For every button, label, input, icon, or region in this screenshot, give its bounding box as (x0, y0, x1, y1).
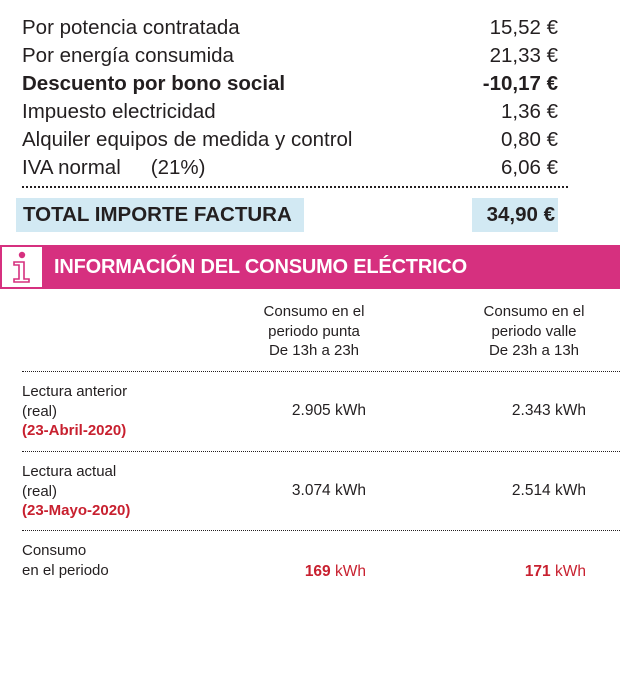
value-anterior-punta: 2.905 kWh (291, 402, 366, 419)
charge-row-energia (22, 42, 558, 70)
charge-label: Por energía consumida (22, 44, 234, 67)
column-header-punta: Consumo en el periodo punta De 13h a 23h (263, 303, 365, 359)
charge-row-iva (22, 154, 558, 182)
charge-amount: 1,36 € (501, 100, 558, 123)
section-title: INFORMACIÓN DEL CONSUMO ELÉCTRICO (54, 256, 468, 278)
charge-amount: 6,06 € (501, 156, 558, 179)
column-header-valle: Consumo en el periodo valle De 23h a 13h (483, 303, 585, 359)
charge-row-bono-social (22, 70, 558, 98)
charge-row-impuesto (22, 98, 558, 126)
total-label: TOTAL IMPORTE FACTURA (16, 198, 304, 232)
charges-divider (22, 186, 568, 188)
value-anterior-valle: 2.343 kWh (511, 402, 586, 419)
value-consumo-valle (486, 563, 586, 581)
row-label-lectura-actual: Lectura actual (real) (23-Mayo-2020) (22, 463, 131, 519)
row-label-lectura-anterior: Lectura anterior (real) (23-Abril-2020) (22, 383, 128, 439)
consumo-unit: kWh (335, 563, 366, 580)
consumo-unit: kWh (555, 563, 586, 580)
consumo-valle-number: 171 (524, 563, 551, 580)
charge-label: Impuesto electricidad (22, 100, 216, 123)
table-divider (22, 530, 620, 531)
consumo-punta-number: 169 (304, 563, 331, 580)
charge-amount: -10,17 € (482, 72, 558, 95)
info-icon (0, 245, 44, 289)
charge-amount: 21,33 € (489, 44, 558, 67)
charge-row-alquiler (22, 126, 558, 154)
reading-date: (23-Abril-2020) (22, 422, 127, 439)
section-banner (0, 245, 620, 289)
charge-label: Alquiler equipos de medida y control (22, 128, 353, 151)
charge-label: Por potencia contratada (22, 16, 240, 39)
iva-rate: (21%) (150, 156, 206, 179)
charge-label: Descuento por bono social (22, 72, 286, 95)
table-divider (22, 451, 620, 452)
row-label-consumo: Consumo en el periodo (22, 542, 109, 579)
value-consumo-punta (266, 563, 366, 581)
total-amount: 34,90 € (472, 198, 558, 232)
charge-row-potencia (22, 14, 558, 42)
charge-amount: 0,80 € (501, 128, 558, 151)
value-actual-punta: 3.074 kWh (291, 482, 366, 499)
charges-list (22, 14, 558, 182)
charge-amount: 15,52 € (489, 16, 558, 39)
table-divider (22, 371, 620, 372)
value-actual-valle: 2.514 kWh (511, 482, 586, 499)
reading-date: (23-Mayo-2020) (22, 502, 131, 519)
charge-label: IVA normal (22, 156, 121, 179)
